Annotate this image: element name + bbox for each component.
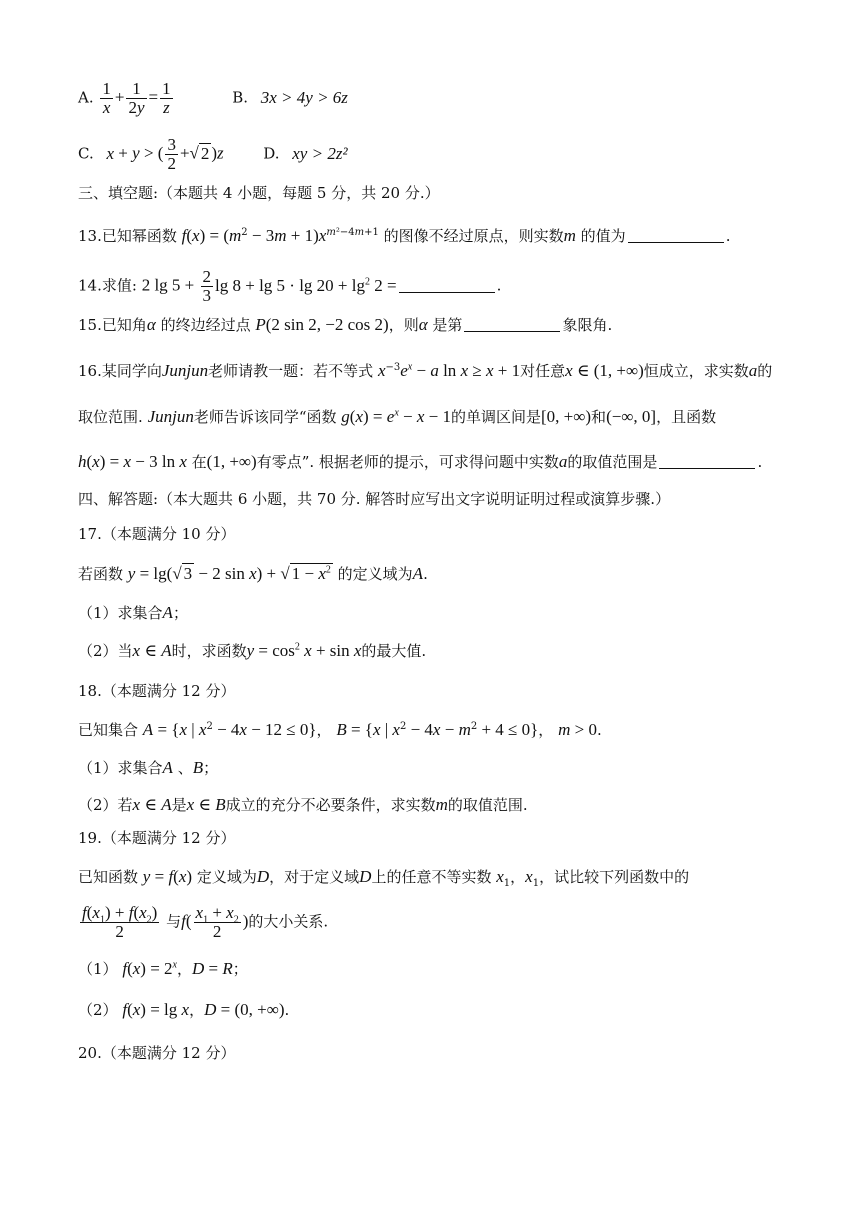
q16-text: ，且函数 bbox=[656, 408, 717, 426]
q15-text: 象限角. bbox=[562, 316, 613, 334]
section-3-title: 三、填空题:（本题共 4 小题，每题 5 分，共 20 分.） bbox=[78, 184, 440, 202]
q17-text: 的最大值. bbox=[361, 642, 427, 660]
q16-text: 的单调区间是 bbox=[451, 408, 542, 426]
q18-part-2: （2）若x ∈ A是x ∈ B成立的充分不必要条件，求实数m的取值范围. bbox=[78, 795, 528, 814]
q15-text: 是第 bbox=[432, 316, 463, 334]
question-16-line-3: h(x) = x − 3 ln x 在(1, +∞)有零点”. 根据老师的提示，可求得问题中实数a的取值范围是 . bbox=[78, 452, 763, 471]
q17-heading: 17.（本题满分 10 分） bbox=[78, 525, 236, 543]
teacher-name: Junjun bbox=[147, 407, 194, 426]
question-15: 15.已知角α 的终边经过点 P(2 sin 2, −2 cos 2)，则α 是第 象限角. bbox=[78, 315, 613, 334]
q16-text: 恒成立，求实数 bbox=[643, 362, 749, 380]
question-13: 13.已知幂函数 $f(x) = (m^2 - 3m + 1)x^{m^2-4m+1}$ 的图像不经过原点，则实数m 的值为 . bbox=[78, 226, 731, 245]
q19-text: 已知函数 bbox=[78, 868, 139, 886]
q15-text: ，则 bbox=[388, 316, 419, 334]
option-b-expr: 3x > 4y > 6z bbox=[260, 87, 348, 107]
answer-blank bbox=[628, 228, 724, 243]
q19-stem-line-2: $\frac{f(x_1) + f(x_2)}{2}$ 与f( $\frac{x_1 + x_2}{2}$ )的大小关系. bbox=[82, 903, 329, 941]
q16-text: 有零点”. 根据老师的提示，可求得问题中实数 bbox=[256, 453, 559, 471]
q13-text: 的值为 bbox=[580, 227, 626, 245]
teacher-name: Junjun bbox=[161, 361, 209, 380]
answer-blank bbox=[464, 317, 560, 332]
fraction: $\frac{1}{2y}$ bbox=[128, 79, 145, 117]
q16-text: 老师告诉该同学“函数 bbox=[193, 408, 337, 426]
fraction: $\frac{2}{3}$ bbox=[202, 267, 212, 305]
q19-text: 上的任意不等实数 bbox=[371, 868, 492, 886]
option-row-ab: A. $\frac{1}{x}$ + $\frac{1}{2y}$ = $\frac{1}{z}$ B. 3x > 4y > 6z bbox=[78, 79, 348, 117]
q16-text: 16.某同学向 bbox=[78, 362, 162, 380]
q18-text: 已知集合 bbox=[78, 721, 139, 739]
q18-heading: 18.（本题满分 12 分） bbox=[78, 682, 236, 700]
option-a-label: A. bbox=[78, 88, 94, 107]
option-row-cd: C. x + y > ( $\frac{3}{2}$ +√ 2 )z D. xy > 2z² bbox=[78, 135, 348, 173]
answer-blank bbox=[399, 278, 495, 293]
q19-text: ，试比较下列函数中的 bbox=[539, 868, 690, 886]
option-d-label: D. bbox=[263, 144, 280, 163]
q19-text: 定义域为 bbox=[196, 868, 257, 886]
q14-text: 14.求值: bbox=[78, 276, 137, 295]
q18-part-1: （1）求集合A 、B； bbox=[78, 758, 219, 777]
q19-text: ，对于定义域 bbox=[269, 868, 360, 886]
q17-part-2: （2）当x ∈ A时，求函数$y = \cos^2 x + \sin x$的最大值. bbox=[78, 641, 427, 660]
question-14: 14.求值: 2 lg 5 + $\frac{2}{3}$ $\lg 8 + \lg 5 \cdot \lg 20 + \lg^2 2$ = . bbox=[78, 267, 502, 305]
q20-heading: 20.（本题满分 12 分） bbox=[78, 1044, 236, 1062]
fraction: $\frac{1}{x}$ bbox=[102, 79, 111, 117]
answer-blank bbox=[659, 454, 755, 469]
q17-part-1: （1）求集合A； bbox=[78, 603, 188, 622]
question-16-line-2: 取位范围. Junjun老师告诉该同学“函数 $g(x) = e^x - x - 1$的单调区间是[0, +∞)和(−∞, 0]，且函数 bbox=[78, 407, 717, 426]
q15-text: 的终边经过点 bbox=[160, 316, 251, 334]
q18-text: 的取值范围. bbox=[447, 796, 528, 814]
q17-text: 时，求函数 bbox=[171, 642, 247, 660]
q17-text: （1）求集合 bbox=[78, 604, 163, 622]
q13-text: 的图像不经过原点，则实数 bbox=[383, 227, 564, 245]
q16-text: 取位范围. bbox=[78, 408, 143, 426]
q16-text: 老师请教一题：若不等式 bbox=[208, 362, 374, 380]
q19-text: 与 bbox=[166, 912, 182, 931]
q18-text: （2）若 bbox=[78, 796, 133, 814]
q17-text: 的定义域为 bbox=[337, 565, 413, 583]
q16-text: 和 bbox=[591, 408, 607, 426]
q18-text: 是 bbox=[171, 796, 187, 814]
option-b-label: B. bbox=[232, 88, 248, 107]
q13-text: 13.已知幂函数 bbox=[78, 227, 177, 245]
q17-text: （2）当 bbox=[78, 642, 133, 660]
option-d-expr: xy > 2z² bbox=[292, 143, 348, 163]
question-16-line-1: 16.某同学向Junjun老师请教一题：若不等式 $x^{-3}e^x - a$ ln x ≥ x + 1对任意x ∈ (1, +∞)恒成立，求实数a的 bbox=[78, 361, 773, 380]
option-c-label: C. bbox=[78, 144, 94, 163]
fraction: $\frac{x_1 + x_2}{2}$ bbox=[195, 903, 239, 941]
q19-part-1: （1） $f(x) = 2^x$，D = R； bbox=[78, 959, 248, 978]
q16-text: 的 bbox=[757, 362, 773, 380]
fraction: $\frac{1}{z}$ bbox=[162, 79, 171, 117]
q19-text: （2） bbox=[78, 1001, 118, 1019]
fraction: $\frac{f(x_1) + f(x_2)}{2}$ bbox=[82, 903, 158, 941]
q16-text: 对任意 bbox=[520, 362, 566, 380]
q16-text: 的取值范围是 bbox=[567, 453, 658, 471]
fraction: $\frac{3}{2}$ bbox=[167, 135, 176, 173]
q17-text: 若函数 bbox=[78, 565, 124, 583]
q19-text: 的大小关系. bbox=[248, 912, 329, 931]
q19-heading: 19.（本题满分 12 分） bbox=[78, 829, 236, 847]
q17-stem: 若函数 y = lg(√ 3 − 2 sin x) + √ $1 - x^2$ 的定义域为A. bbox=[78, 564, 428, 583]
q19-part-2: （2） f(x) = lg x，D = (0, +∞). bbox=[78, 1000, 290, 1019]
q18-text: （1）求集合 bbox=[78, 759, 163, 777]
q16-text: 在 bbox=[191, 453, 207, 471]
q19-stem-line-1: 已知函数 y = f(x) 定义域为D，对于定义域D上的任意不等实数 $x_1$，$x_1$，试比较下列函数中的 bbox=[78, 867, 690, 889]
section-4-title: 四、解答题:（本大题共 6 小题，共 70 分. 解答时应写出文字说明证明过程或演算步骤.） bbox=[78, 490, 671, 508]
q18-stem: 已知集合 A = {x | $x^2 - 4x - 12 \le 0$}， B = {x | $x^2 - 4x - m^2 + 4 \le 0$}， m > 0. bbox=[78, 720, 602, 739]
q19-text: （1） bbox=[78, 960, 118, 978]
q15-text: 15.已知角 bbox=[78, 316, 147, 334]
q18-text: 成立的充分不必要条件，求实数 bbox=[225, 796, 436, 814]
